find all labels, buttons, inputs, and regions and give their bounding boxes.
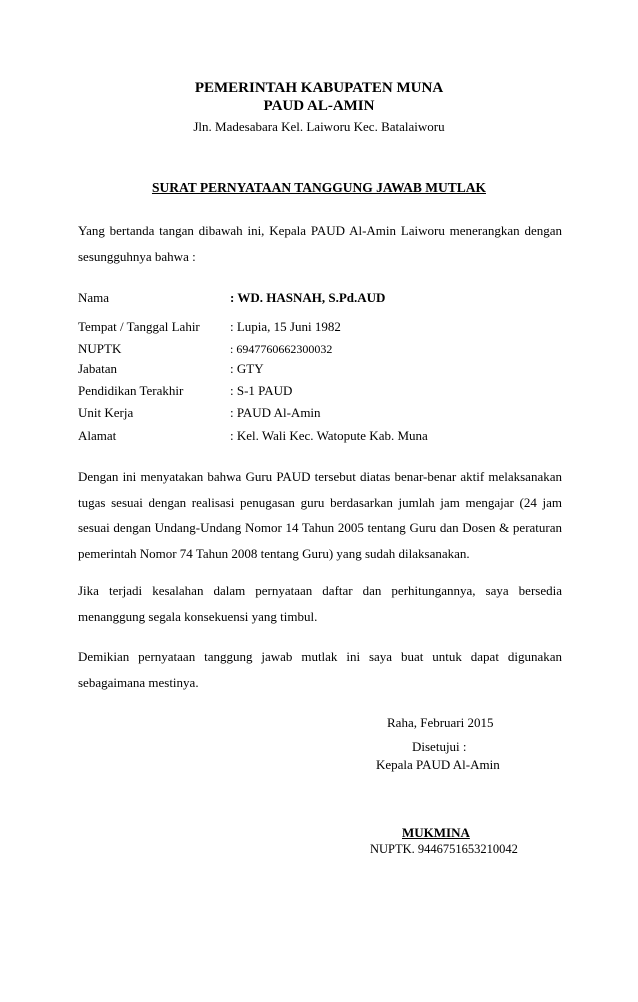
signature-approved-label: Disetujui : [412,739,467,754]
letterhead-school: PAUD AL-AMIN [263,98,375,114]
field-label-pendidikan: Pendidikan Terakhir [78,383,184,398]
letterhead-government: PEMERINTAH KABUPATEN MUNA [194,80,444,96]
field-value-ttl: : Lupia, 15 Juni 1982 [230,319,341,334]
field-value-alamat: : Kel. Wali Kec. Watopute Kab. Muna [230,428,428,443]
statement-paragraph: Dengan ini menyatakan bahwa Guru PAUD tersebut diatas benar-benar aktif melaksanakan tugas sesuai dengan realisasi penugasan guru berdasarkan jumlah jam mengajar (24 jam sesuai dengan Undang-Undang Nomor 14 Tahun 2005 tentang Guru dan Dosen & peraturan pemerintah Nomor 74 Tahun 2008 tentang Guru) yang sudah dilaksanakan. [78,469,562,561]
field-value-unit-kerja: : PAUD Al-Amin [230,405,321,420]
field-label-alamat: Alamat [78,428,117,443]
signature-nuptk: NUPTK. 9446751653210042 [370,842,518,856]
field-value-pendidikan: : S-1 PAUD [230,383,293,398]
intro-paragraph: Yang bertanda tangan dibawah ini, Kepala PAUD Al-Amin Laiworu menerangkan dengan sesungguhnya bahwa : [78,223,562,264]
document-title: SURAT PERNYATAAN TANGGUNG JAWAB MUTLAK [151,180,487,195]
field-label-nama: Nama [78,290,110,305]
signature-name: MUKMINA [402,825,470,840]
liability-paragraph: Jika terjadi kesalahan dalam pernyataan daftar dan perhitungannya, saya bersedia menanggung segala konsekuensi yang timbul. [78,583,562,624]
letterhead-address: Jln. Madesabara Kel. Laiworu Kec. Batalaiworu [193,119,445,134]
signature-place-date: Raha, Februari 2015 [387,715,494,730]
field-label-jabatan: Jabatan [78,361,117,376]
field-value-nama: : WD. HASNAH, S.Pd.AUD [230,290,386,305]
field-label-ttl: Tempat / Tanggal Lahir [78,319,200,334]
field-value-nuptk: : 6947760662300032 [230,342,333,356]
signature-position: Kepala PAUD Al-Amin [376,757,500,772]
field-label-unit-kerja: Unit Kerja [78,405,134,420]
closing-paragraph: Demikian pernyataan tanggung jawab mutlak ini saya buat untuk dapat digunakan sebagaimana mestinya. [78,649,562,690]
field-value-jabatan: : GTY [230,361,264,376]
field-label-nuptk: NUPTK [78,341,122,356]
